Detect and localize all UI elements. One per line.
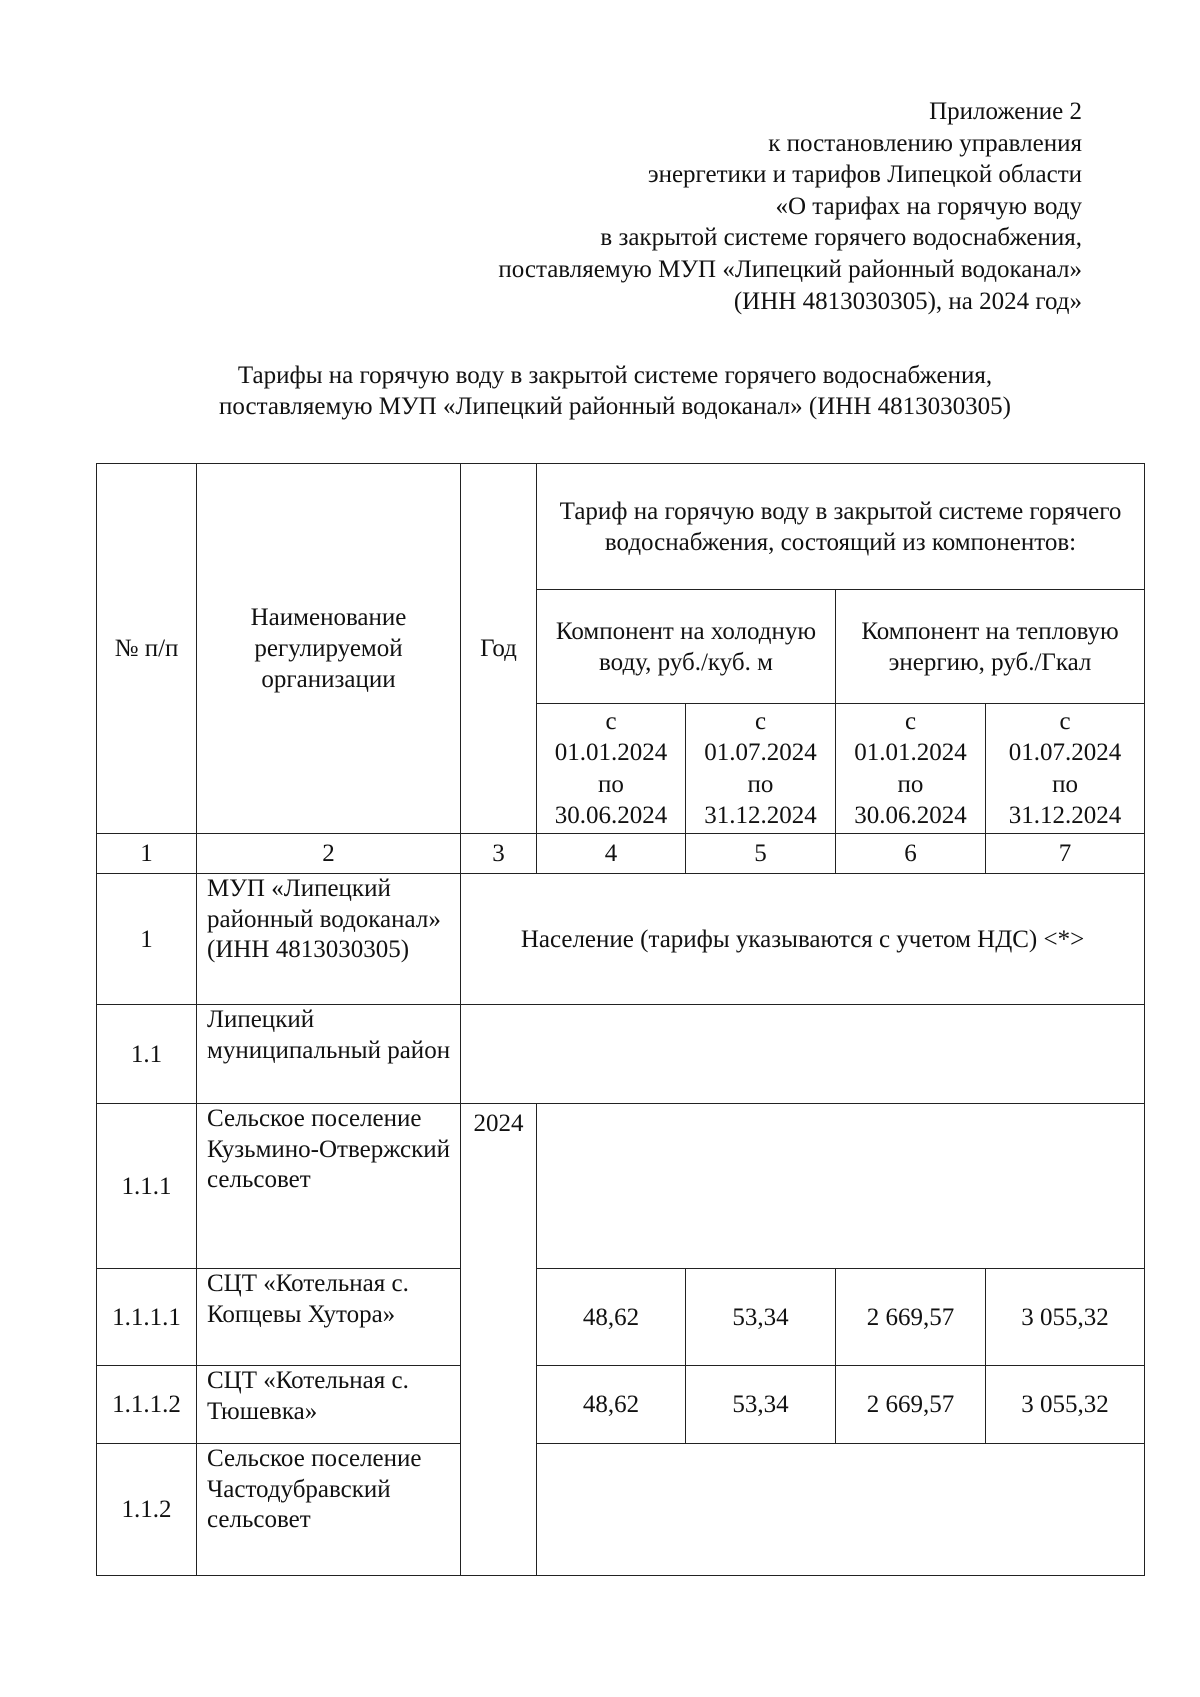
table-row [97, 874, 1145, 1005]
row-num: 1 [97, 874, 197, 1005]
title-line-1: Тарифы на горячую воду в закрытой системе горячего водоснабжения, [237, 362, 993, 389]
row-num: 1.1 [97, 1005, 197, 1104]
col-number: 7 [986, 834, 1145, 874]
table-row [97, 1104, 1145, 1269]
appendix-line: к постановлению управления [768, 129, 1082, 157]
row-org: МУП «Липецкий районный водоканал» (ИНН 4813030305) [197, 874, 461, 1005]
table-row [97, 1366, 1145, 1444]
appendix-line: (ИНН 4813030305), на 2024 год» [733, 287, 1082, 315]
header-period-cold-1: с 01.01.2024 по 30.06.2024 [537, 704, 686, 834]
tariff-value: 53,34 [686, 1269, 836, 1366]
header-period-cold-2: с 01.07.2024 по 31.12.2024 [686, 704, 836, 834]
empty-cell [537, 1104, 1145, 1269]
row-note: Население (тарифы указываются с учетом НДС) <*> [461, 874, 1145, 1005]
tariff-value: 53,34 [686, 1366, 836, 1444]
row-org: СЦТ «Котельная с. Тюшевка» [197, 1366, 461, 1444]
appendix-header [498, 96, 1082, 317]
header-num: № п/п [97, 464, 197, 834]
tariff-value: 3 055,32 [986, 1269, 1145, 1366]
empty-cell [537, 1444, 1145, 1576]
row-num: 1.1.2 [97, 1444, 197, 1576]
title-line-2: поставляемую МУП «Липецкий районный водоканал» (ИНН 4813030305) [219, 393, 1011, 420]
appendix-line: поставляемую МУП «Липецкий районный водоканал» [498, 255, 1082, 283]
row-num: 1.1.1.2 [97, 1366, 197, 1444]
header-tariff: Тариф на горячую воду в закрытой системе горячего водоснабжения, состоящий из компонентов: [537, 464, 1145, 590]
tariff-value: 3 055,32 [986, 1366, 1145, 1444]
appendix-line: в закрытой системе горячего водоснабжения, [600, 224, 1082, 252]
tariff-table [96, 463, 1145, 1576]
table-row [97, 1005, 1145, 1104]
col-number: 4 [537, 834, 686, 874]
appendix-line: энергетики и тарифов Липецкой области [647, 161, 1082, 189]
header-period-heat-1: с 01.01.2024 по 30.06.2024 [836, 704, 986, 834]
tariff-value: 48,62 [537, 1269, 686, 1366]
col-number: 3 [461, 834, 537, 874]
appendix-line: «О тарифах на горячую воду [775, 192, 1082, 220]
document-title [90, 360, 1140, 422]
tariff-value: 48,62 [537, 1366, 686, 1444]
row-org: Сельское поселение Кузьмино-Отвержский сельсовет [197, 1104, 461, 1269]
row-num: 1.1.1.1 [97, 1269, 197, 1366]
header-year: Год [461, 464, 537, 834]
header-org: Наименование регулируемой организации [197, 464, 461, 834]
column-number-row [97, 834, 1145, 874]
row-org: Липецкий муниципальный район [197, 1005, 461, 1104]
col-number: 5 [686, 834, 836, 874]
row-org: Сельское поселение Частодубравский сельсовет [197, 1444, 461, 1576]
appendix-line: Приложение 2 [929, 98, 1082, 125]
tariff-value: 2 669,57 [836, 1269, 986, 1366]
col-number: 6 [836, 834, 986, 874]
header-cold-component: Компонент на холодную воду, руб./куб. м [537, 590, 836, 704]
row-num: 1.1.1 [97, 1104, 197, 1269]
row-org: СЦТ «Котельная с. Копцевы Хутора» [197, 1269, 461, 1366]
col-number: 1 [97, 834, 197, 874]
table-row [97, 1269, 1145, 1366]
header-period-heat-2: с 01.07.2024 по 31.12.2024 [986, 704, 1145, 834]
col-number: 2 [197, 834, 461, 874]
table-row [97, 1444, 1145, 1576]
empty-cell [461, 1005, 1145, 1104]
tariff-value: 2 669,57 [836, 1366, 986, 1444]
row-year: 2024 [461, 1104, 537, 1576]
header-heat-component: Компонент на тепловую энергию, руб./Гкал [836, 590, 1145, 704]
